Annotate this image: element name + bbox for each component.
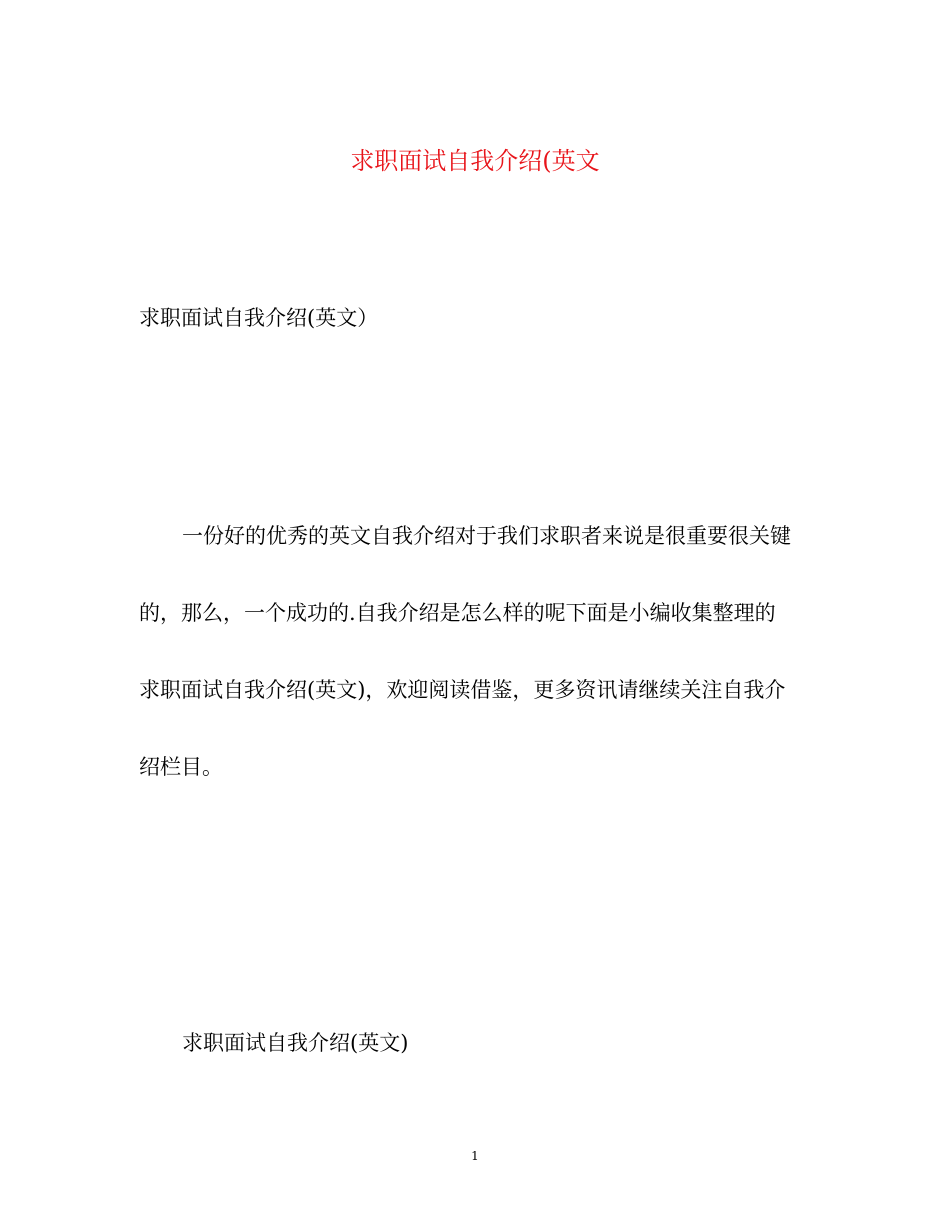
- document-subtitle: 求职面试自我介绍(英文）: [139, 306, 379, 330]
- paragraph-line: 绍栏目。: [139, 755, 223, 779]
- section-heading: 求职面试自我介绍(英文): [182, 1031, 409, 1055]
- page-number: 1: [471, 1149, 479, 1163]
- paragraph-line: 求职面试自我介绍(英文)，欢迎阅读借鉴，更多资讯请继续关注自我介: [139, 678, 786, 702]
- paragraph-line: 的，那么，一个成功的.自我介绍是怎么样的呢下面是小编收集整理的: [139, 601, 776, 625]
- paragraph-line: 一份好的优秀的英文自我介绍对于我们求职者来说是很重要很关键: [182, 524, 791, 548]
- intro-paragraph: [139, 520, 829, 828]
- document-title: 求职面试自我介绍(英文: [350, 147, 600, 175]
